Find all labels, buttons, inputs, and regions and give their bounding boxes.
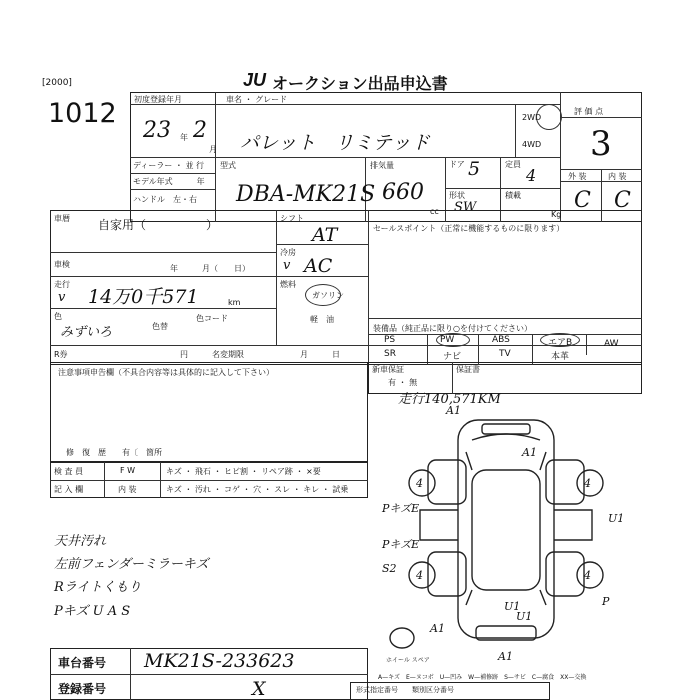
mileage-value: 14万0千571 bbox=[88, 286, 199, 308]
first-reg-month: 2 bbox=[193, 118, 207, 143]
sales-point-label: セールスポイント（正常に機能するものに限ります） bbox=[373, 224, 565, 233]
displacement-value: 660 bbox=[382, 180, 424, 205]
eval-score-value: 3 bbox=[590, 124, 612, 164]
yen-unit: 円 bbox=[180, 350, 188, 359]
year-unit: 年 bbox=[180, 133, 188, 142]
equip-sr: SR bbox=[384, 349, 396, 359]
equip-abs: ABS bbox=[492, 335, 510, 345]
mark-hood-a1: A1 bbox=[522, 446, 537, 459]
equip-navi: ナビ bbox=[443, 352, 462, 362]
dealer-label: ディーラー ・ 並 行 bbox=[133, 161, 204, 170]
car-name-value: パレット リミテッド bbox=[240, 132, 430, 154]
km-unit: km bbox=[228, 298, 241, 307]
door-value: 5 bbox=[468, 158, 481, 180]
note-line-4: Pキズ U A S bbox=[54, 604, 131, 619]
capacity-value: 4 bbox=[526, 166, 537, 185]
shift-label: シフト bbox=[280, 214, 304, 223]
note-line-3: Rライトくもり bbox=[54, 580, 142, 595]
mark-bumper-a1: A1 bbox=[498, 650, 513, 663]
car-damage-diagram bbox=[380, 400, 642, 668]
mark-left-front-p: PキズE bbox=[382, 502, 420, 515]
ac-value: AC bbox=[304, 255, 333, 277]
naisou-label: 内 装 bbox=[118, 485, 137, 494]
exterior-grade: C bbox=[574, 188, 591, 213]
interior-label: 内 装 bbox=[608, 172, 627, 181]
damage-legend: A—キズ E—ヌコボ U—凹み W—補修跡 S—サビ C—腐食 XX—交換 bbox=[378, 674, 587, 681]
shape-value: SW bbox=[454, 200, 477, 215]
loading-label: 積載 bbox=[505, 191, 521, 200]
door-label: ドア bbox=[449, 160, 465, 169]
wheel-rl-label: 4 bbox=[416, 569, 423, 582]
auction-logo: JU bbox=[243, 70, 267, 90]
fuel-label: 燃料 bbox=[280, 280, 296, 289]
model-type-value: DBA-MK21S bbox=[236, 182, 376, 207]
form-number-label: 形式指定番号 類別区分番号 bbox=[356, 686, 454, 694]
form-title: オークション出品申込書 bbox=[272, 76, 448, 93]
interior-grade: C bbox=[614, 188, 631, 213]
airbag-circle-mark bbox=[540, 333, 580, 347]
notes-label: 注意事項申告欄（不具合内容等は具体的に記入して下さい） bbox=[58, 368, 274, 377]
fw-options: キズ ・ 飛石 ・ ヒビ割 ・ リペア跡 ・ ×要 bbox=[166, 467, 321, 476]
month-unit: 月 bbox=[209, 145, 217, 154]
car-number-label: 車台番号 bbox=[58, 656, 107, 670]
warranty-book-label: 保証書 bbox=[456, 365, 480, 374]
equip-leather: 本革 bbox=[551, 352, 570, 362]
shape-label: 形状 bbox=[449, 191, 465, 200]
reg-number-label: 登録番号 bbox=[58, 682, 107, 696]
spare-note: ホイール スペア bbox=[386, 657, 430, 664]
color-change-label: 色替 bbox=[152, 322, 168, 331]
capacity-label: 定員 bbox=[505, 160, 521, 169]
eval-score-label: 評 価 点 bbox=[574, 107, 604, 116]
mileage-label: 走行 bbox=[54, 280, 70, 289]
history-label: 車暦 bbox=[54, 214, 70, 223]
mark-left-rear-p: PキズE bbox=[382, 538, 420, 551]
4wd-label: 4WD bbox=[522, 140, 542, 149]
inspection-label: 車検 bbox=[54, 260, 70, 269]
mileage-note: 走行140,571KM bbox=[398, 392, 501, 407]
lot-number: 1012 bbox=[48, 98, 117, 129]
equip-ps: PS bbox=[384, 335, 396, 345]
history-value: 自家用（ ） bbox=[98, 218, 219, 232]
displacement-label: 排気量 bbox=[370, 161, 394, 170]
model-year-label: モデル年式 年 bbox=[133, 177, 205, 186]
fw-label: F W bbox=[120, 466, 136, 475]
fuel-gasoline: ガソリン bbox=[312, 291, 344, 300]
mark-rear-u1b: U1 bbox=[516, 610, 533, 623]
fuel-circle-mark bbox=[305, 284, 341, 306]
first-registration-label: 初度登録年月 bbox=[134, 95, 182, 104]
car-number-value: MK21S-233623 bbox=[144, 650, 295, 672]
ac-check: v bbox=[283, 258, 291, 273]
car-roof-outline bbox=[472, 470, 540, 590]
mark-right-u1: U1 bbox=[608, 512, 625, 525]
reg-number-value: X bbox=[252, 678, 266, 700]
color-value: みずいろ bbox=[60, 325, 113, 340]
wheel-fl-label: 4 bbox=[416, 477, 423, 490]
2wd-label: 2WD bbox=[522, 113, 542, 122]
wheel-rr-label: 4 bbox=[584, 569, 591, 582]
color-label: 色 bbox=[54, 312, 62, 321]
mileage-check: v bbox=[58, 290, 66, 305]
inspection-units: 年 月（ 日） bbox=[170, 264, 250, 273]
mark-rear-u1: U1 bbox=[504, 600, 521, 613]
inspector-label: 検 査 員 bbox=[54, 467, 84, 476]
ac-label: 冷房 bbox=[280, 248, 296, 257]
mark-rear-a1: A1 bbox=[430, 622, 445, 635]
note-line-1: 天井汚れ bbox=[54, 534, 107, 549]
name-change-label: 名変期限 bbox=[212, 350, 244, 359]
mark-front-a1: A1 bbox=[446, 404, 461, 417]
shift-value: AT bbox=[312, 224, 338, 246]
model-type-label: 型式 bbox=[220, 161, 236, 170]
kg-unit: Kg bbox=[551, 210, 562, 219]
new-car-warranty-label: 新車保証 bbox=[372, 365, 404, 374]
car-name-label: 車名 ・ グレード bbox=[226, 95, 288, 104]
first-reg-year: 23 bbox=[143, 118, 171, 143]
equip-tv: TV bbox=[499, 349, 511, 359]
handle-label: ハンドル 左・右 bbox=[133, 195, 197, 204]
naisou-options: キズ ・ 汚れ ・ コゲ ・ 穴 ・ スレ ・ キレ ・ 試乗 bbox=[166, 485, 349, 494]
equipment-label: 装備品（純正品に限り○を付けてください） bbox=[373, 324, 532, 333]
color-code-label: 色コード bbox=[196, 314, 228, 323]
spare-wheel-mark bbox=[390, 628, 414, 648]
mark-rear-right-p: P bbox=[602, 595, 610, 608]
equip-airbag: エアB bbox=[548, 338, 573, 348]
equip-pw: PW bbox=[440, 335, 455, 345]
entry-label: 記 入 欄 bbox=[54, 485, 84, 494]
2wd-circle-mark bbox=[536, 104, 562, 130]
mark-left-s2: S2 bbox=[382, 562, 397, 575]
fuel-diesel: 軽 油 bbox=[310, 315, 334, 324]
year-code: [2000] bbox=[42, 78, 72, 88]
cc-unit: cc bbox=[430, 207, 439, 216]
repair-history-label: 修 復 歴 有〔 箇所 bbox=[66, 448, 162, 457]
note-line-2: 左前フェンダーミラーキズ bbox=[54, 557, 209, 572]
exterior-label: 外 装 bbox=[568, 172, 587, 181]
wheel-fr-label: 4 bbox=[584, 477, 591, 490]
warranty-options: 有 ・ 無 bbox=[388, 378, 418, 387]
pw-circle-mark bbox=[436, 333, 470, 347]
equip-aw: AW bbox=[604, 339, 619, 349]
name-change-units: 月 日 bbox=[300, 350, 340, 359]
recycle-label: R券 bbox=[54, 350, 68, 359]
